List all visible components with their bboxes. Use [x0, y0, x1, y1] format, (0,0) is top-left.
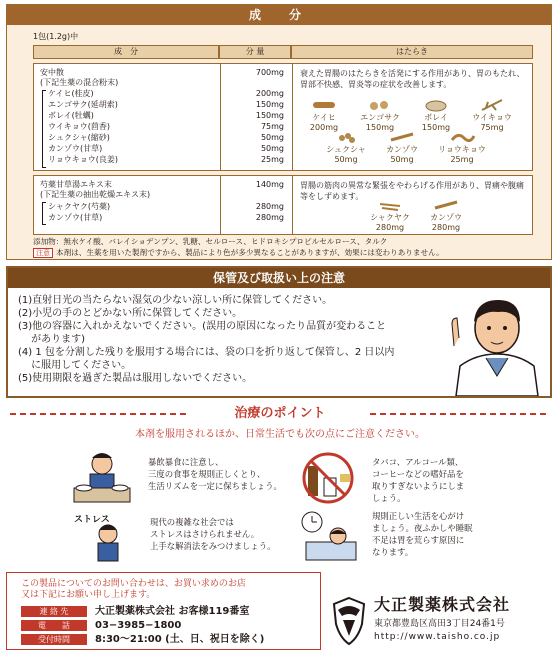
caution-tag: 注意 [33, 248, 53, 258]
caution-note [33, 248, 444, 258]
storage-item: (1)直射日光の当たらない湿気の少ない涼しい所に保管してください。 [18, 295, 333, 306]
dose-text: 1包(1.2g)中 [33, 32, 79, 41]
ingredient-item: リョウキョウ(良姜) [48, 155, 119, 164]
contact-label: 連 絡 先 [21, 606, 87, 617]
tip-meals: 暴飲暴食に注意し、 三度の食事を規則正しくとり、 生活リズムを一定に保ちましょう。 [148, 457, 282, 491]
herb-peony: シャクヤク 280mg [366, 198, 414, 233]
points-subtitle: 本剤を服用されるほか、日常生活でも次の点にご注意ください。 [135, 429, 425, 440]
ingredient-amount: 50mg [260, 133, 284, 142]
ingredient-amount: 280mg [255, 213, 284, 222]
no-tobacco-alcohol-icon [298, 448, 358, 506]
caution-text: 本剤は、生薬を用いた製剤ですから、製品により色が多少異なることがありますが、効果には変わりありません。 [56, 248, 444, 257]
cinnamon-icon [310, 98, 338, 112]
licorice-icon [432, 198, 460, 212]
contact-label: 電 話 [21, 620, 87, 631]
company-address: 東京都豊島区高田3丁目24番1号 [374, 619, 505, 629]
ingredients-table [33, 45, 533, 235]
herb-cinnamon: ケイヒ 200mg [300, 98, 348, 133]
storage-list [18, 294, 428, 385]
storage-title: 保管及び取扱い上の注意 [8, 268, 550, 288]
ingredient-item: ウイキョウ(茴香) [48, 122, 111, 131]
herb-oyster-shell: ボレイ 150mg [412, 98, 460, 133]
header-effect: はたらき [291, 45, 533, 59]
storage-item: (3)他の容器に入れかえないでください。(誤用の原因になったり品質が変わること [18, 321, 387, 332]
eating-man-illustration [72, 448, 132, 506]
ingredient-item: カンゾウ(甘草) [48, 213, 103, 222]
contact-note: この製品についてのお問い合わせは、お買い求めのお店 又は下記にお願い申し上げます。 [21, 579, 246, 600]
ingredient-item: カンゾウ(甘草) [48, 144, 103, 153]
points-title: 治療のポイント [234, 406, 326, 421]
galangal-icon [448, 130, 476, 144]
storage-item: (2)小児の手のとどかない所に保管してください。 [18, 308, 243, 319]
eagle-logo-icon [328, 594, 370, 646]
herb-licorice-2: カンゾウ 280mg [422, 198, 470, 233]
stress-label: ストレス [74, 515, 110, 525]
group-name: 芍薬甘草湯エキス末 [40, 180, 112, 189]
ingredient-item: シュクシャ(縮砂) [48, 133, 110, 142]
ingredient-item: ケイヒ(桂皮) [48, 89, 94, 98]
ingredient-item: ボレイ(牡蠣) [48, 111, 94, 120]
group-effect: 衰えた胃腸のはたらきを活発にする作用があり、胃のもたれ、胃部不快感、胃炎等の症状を改善します。 [300, 69, 525, 89]
group-sub: (下記生薬の抽出乾燥エキス末) [40, 190, 151, 199]
storage-panel [6, 266, 552, 398]
contact-label: 受付時間 [21, 634, 87, 645]
storage-item: があります) [18, 334, 86, 345]
group-sub: (下記生薬の混合粉末) [40, 78, 119, 87]
ingredient-amount: 75mg [260, 122, 284, 131]
ingredients-panel [6, 4, 552, 260]
herb-fennel: ウイキョウ 75mg [468, 98, 516, 133]
stress-man-illustration [72, 508, 132, 566]
ingredient-amount: 50mg [260, 144, 284, 153]
ingredient-amount: 25mg [260, 155, 284, 164]
contact-row [21, 633, 264, 646]
ingredient-item: エンゴサク(延胡索) [48, 100, 118, 109]
tip-stress: 現代の複雑な社会では ストレスはさけられません。 上手な解消法をみつけましょう。 [150, 517, 276, 551]
ingredient-group-anchusan [33, 63, 533, 171]
group-total: 140mg [255, 180, 284, 189]
company-url[interactable]: http://www.taisho.co.jp [374, 632, 501, 642]
licorice-icon [388, 130, 416, 144]
additives-text: 添加物：無水ケイ酸、バレイショデンプン、乳糖、セルロース、ヒドロキシプロピルセルロース、タルク [33, 237, 388, 246]
storage-item: (4) 1 包を分割した残りを服用する場合には、袋の口を折り返して保管し、2 日以内 [18, 347, 395, 358]
company-name: 大正製薬株式会社 [374, 595, 511, 614]
reception-hours: 8:30〜21:00 (土、日、祝日を除く) [95, 634, 265, 645]
fennel-icon [478, 98, 506, 112]
ingredient-amount: 150mg [255, 111, 284, 120]
contact-value: 大正製薬株式会社 お客様119番室 [95, 606, 250, 617]
ingredient-amount: 150mg [255, 100, 284, 109]
contact-box [6, 572, 321, 650]
header-ingredient: 成 分 [33, 45, 219, 59]
ingredient-amount: 280mg [255, 202, 284, 211]
company-block [328, 592, 554, 652]
contact-row [21, 619, 181, 632]
herb-galangal: リョウキョウ 25mg [438, 130, 486, 165]
doctor-illustration [446, 288, 548, 396]
tip-stimulants: タバコ、アルコール類、 コーヒーなどの嗜好品を 取りすぎないようにしま しょう。 [372, 457, 465, 503]
oyster-shell-icon [422, 98, 450, 112]
points-header [0, 404, 560, 424]
peony-root-icon [376, 198, 404, 212]
contact-row [21, 605, 249, 618]
storage-item: (5)使用期限を過ぎた製品は服用しないでください。 [18, 373, 253, 384]
tip-regular-life: 規則正しい生活を心がけ ましょう。夜ふかしや睡眠 不足は胃を荒らす原因に なります。 [372, 511, 473, 557]
ingredient-item: シャクヤク(芍薬) [48, 202, 111, 211]
ingredients-title: 成 分 [7, 5, 551, 25]
phone-number: 03−3985−1800 [95, 620, 182, 631]
group-name: 安中散 [40, 68, 64, 77]
sleeping-man-illustration [298, 508, 358, 566]
group-effect: 胃腸の筋肉の異常な緊張をやわらげる作用があり、胃痛や腹痛等をしずめます。 [300, 181, 524, 201]
amomum-icon [332, 130, 360, 144]
ingredient-amount: 200mg [255, 89, 284, 98]
corydalis-icon [366, 98, 394, 112]
herb-amomum: シュクシャ 50mg [322, 130, 370, 165]
herb-corydalis: エンゴサク 150mg [356, 98, 404, 133]
herb-licorice: カンゾウ 50mg [378, 130, 426, 165]
group-total: 700mg [255, 68, 284, 77]
storage-item: に服用してください。 [18, 360, 132, 371]
ingredient-group-shakuyakukanzoto [33, 175, 533, 235]
header-amount: 分 量 [219, 45, 291, 59]
